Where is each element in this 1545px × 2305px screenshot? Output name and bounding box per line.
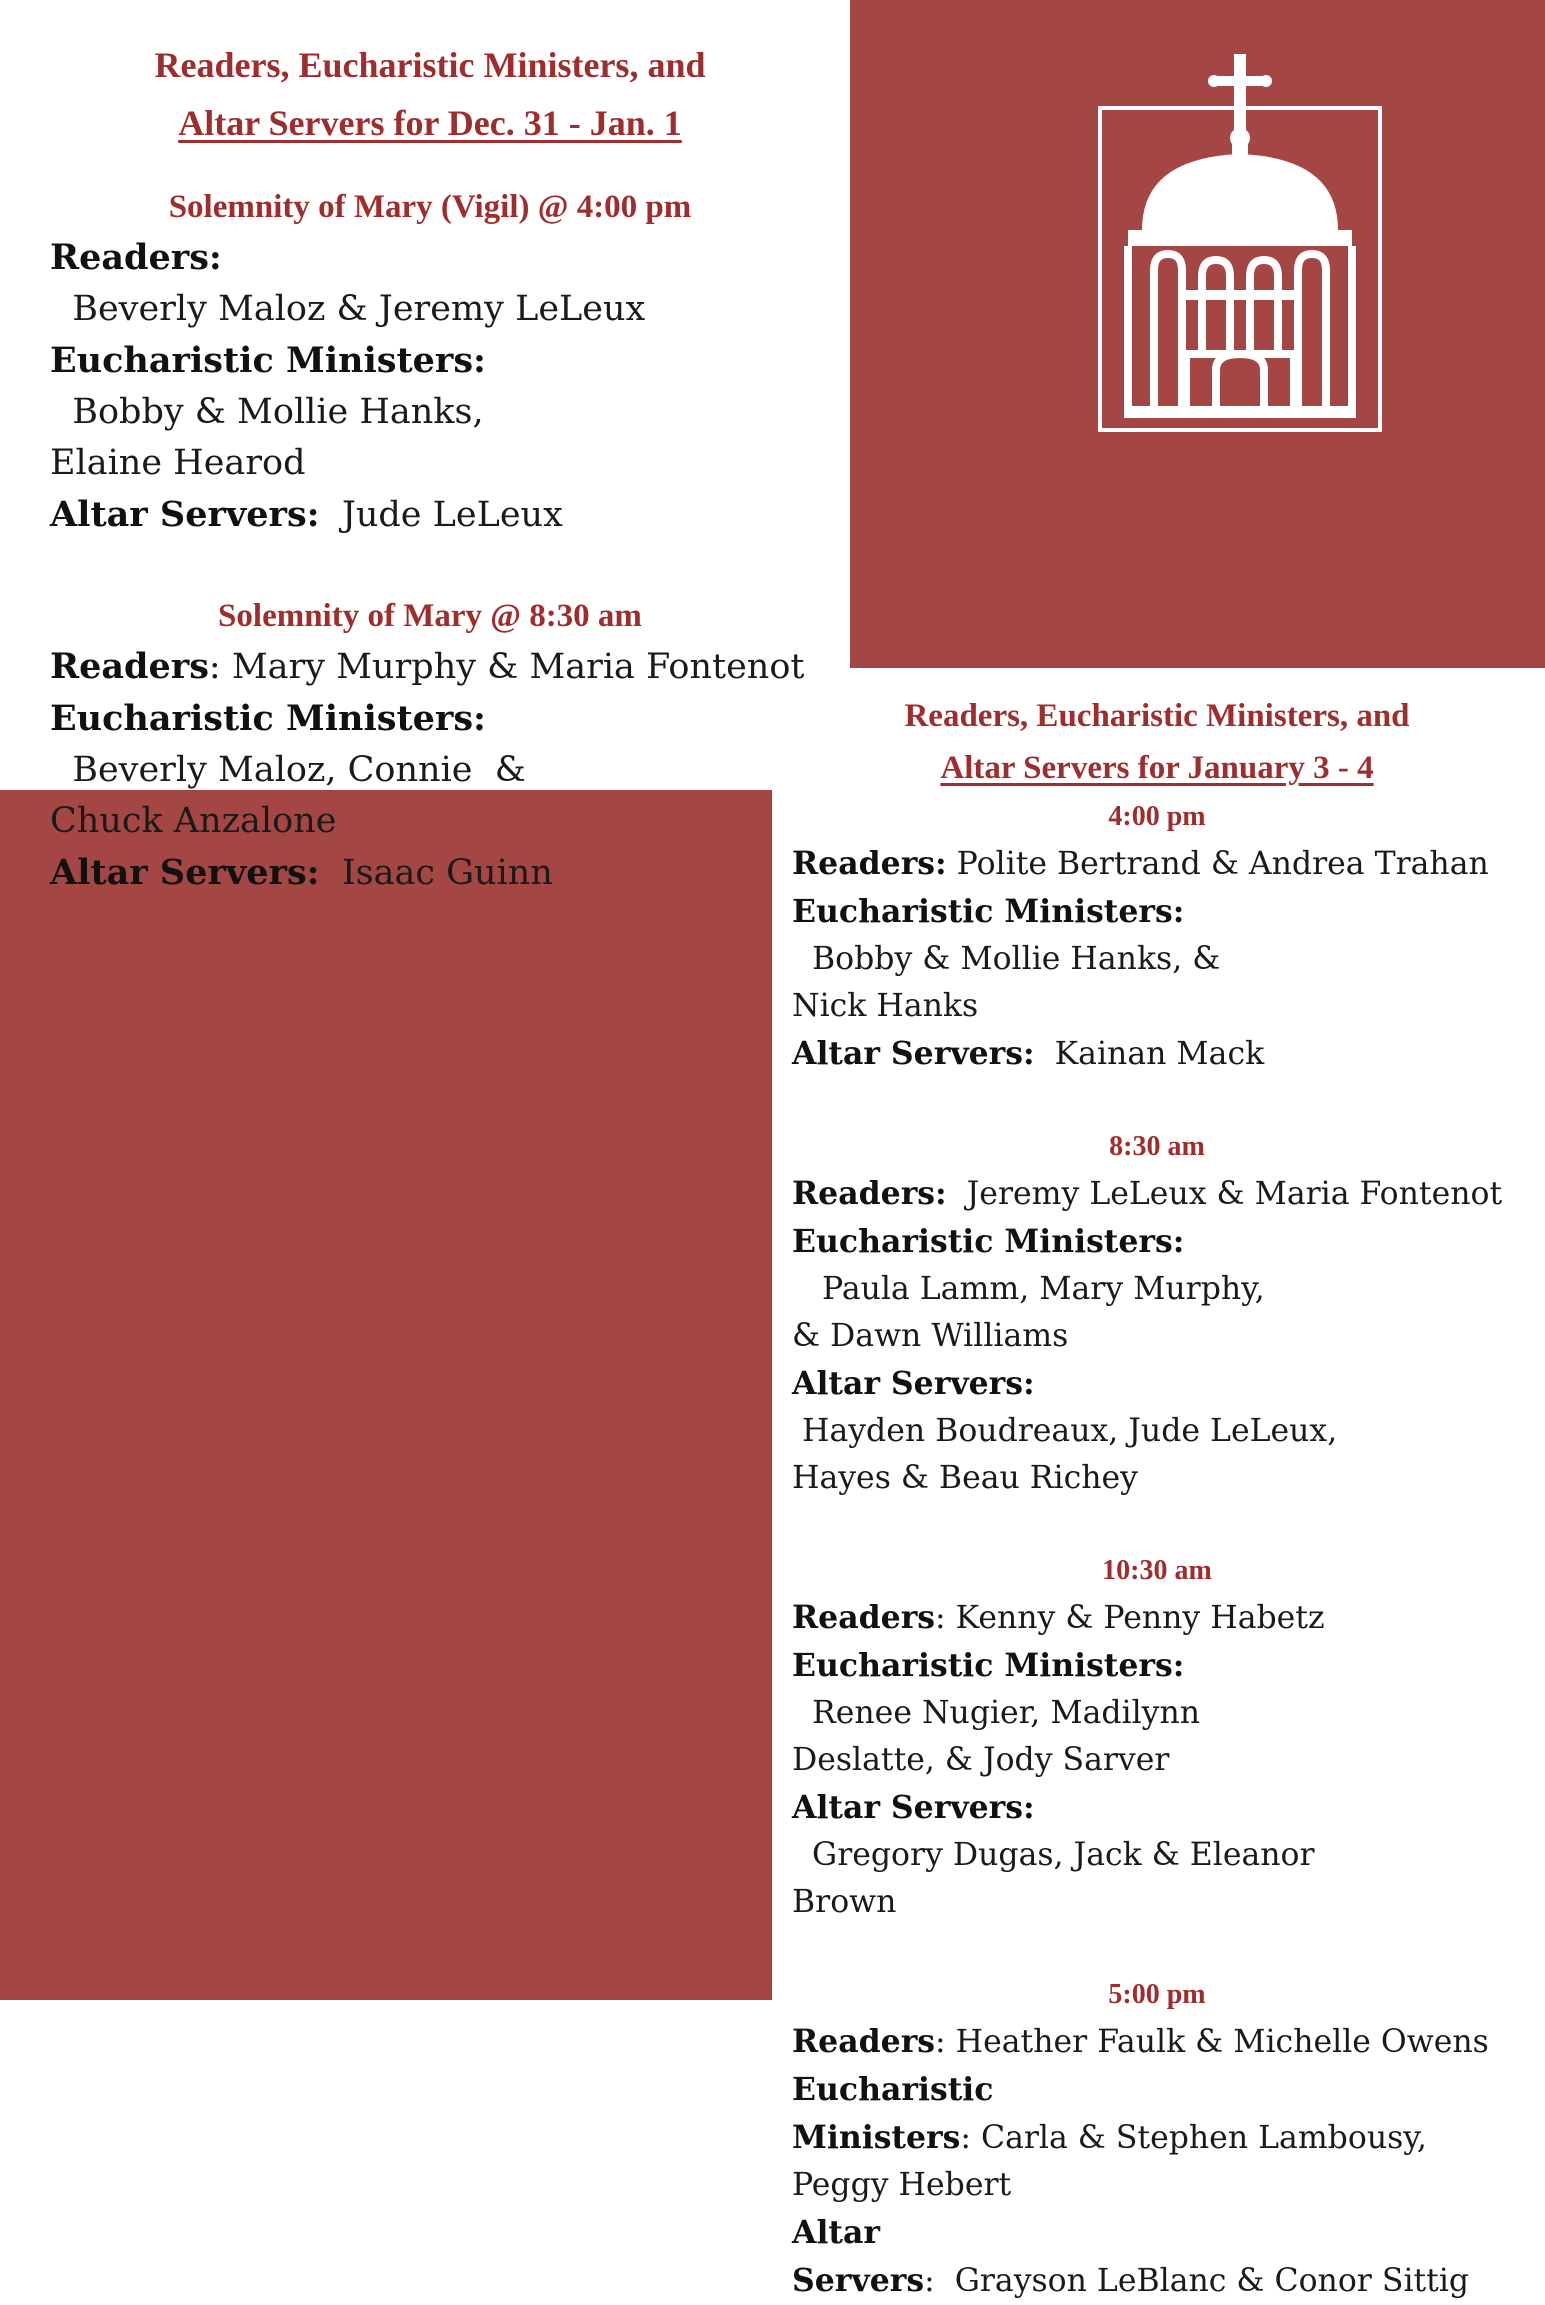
readers-label: Readers: [50,237,222,278]
em-names: Renee Nugier, Madilynn [792,1695,1201,1731]
readers-names: : Mary Murphy & Maria Fontenot [208,647,805,687]
em-names: Bobby & Mollie Hanks, & [792,941,1221,977]
servers-names: Kainan Mack [1034,1036,1265,1072]
altar-servers-line [792,1030,1522,1078]
decorative-red-block-bottom [0,790,772,2000]
servers-names: Jude LeLeux [319,495,563,535]
eucharistic-ministers-line [50,335,810,438]
readers-line [792,840,1522,888]
heading-date-range: Altar Servers for January 3 - 4 [940,750,1374,786]
eucharistic-ministers-line [792,1218,1522,1313]
em-names: Beverly Maloz, Connie & [50,750,526,790]
mass-title: Solemnity of Mary (Vigil) @ 4:00 pm [168,189,692,225]
eucharistic-ministers-line [792,888,1522,983]
heading-line: Readers, Eucharistic Ministers, and [904,698,1410,734]
readers-names: : Heather Faulk & Michelle Owens [935,2024,1489,2060]
readers-label: Readers: [792,845,947,882]
altar-servers-line-cont: Brown [792,1884,897,1920]
mass-title: Solemnity of Mary @ 8:30 am [218,598,642,634]
schedule-dec31-jan1 [50,36,810,899]
heading-line [30,94,830,152]
eucharistic-ministers-line-cont: & Dawn Williams [792,1318,1069,1354]
altar-servers-line [50,489,810,541]
eucharistic-ministers-line-cont: Nick Hanks [792,988,979,1024]
servers-label: Altar Servers: [792,1035,1035,1072]
em-label: Eucharistic Ministers: [50,698,486,739]
altar-servers-line [792,1360,1522,1455]
altar-servers-line [50,847,810,899]
readers-label: Readers [50,646,209,687]
section-heading [30,36,830,152]
section-heading [792,690,1522,794]
readers-line [50,641,810,693]
readers-names: Beverly Maloz & Jeremy LeLeux [50,289,646,329]
readers-line [792,1170,1522,1218]
em-names: : Carla & Stephen Lambousy, [960,2120,1427,2156]
altar-servers-line [792,1784,1522,1879]
mass-title: 5:00 pm [1108,1979,1206,2010]
readers-line [792,2018,1522,2066]
readers-label: Readers [792,1599,936,1636]
servers-label: Altar Servers: [50,852,320,893]
servers-names: Gregory Dugas, Jack & Eleanor [792,1837,1315,1873]
eucharistic-ministers-line [792,2066,1522,2162]
readers-line [50,232,810,335]
em-label: Eucharistic Ministers [792,2071,994,2156]
em-names: Bobby & Mollie Hanks, [50,392,484,432]
em-label: Eucharistic Ministers: [50,340,486,381]
altar-servers-line [792,2209,1522,2305]
church-dome-icon [1098,54,1382,432]
readers-line [792,1594,1522,1642]
altar-servers-line-cont: Hayes & Beau Richey [792,1460,1138,1496]
servers-label: Altar Servers: [50,494,320,535]
mass-title: 10:30 am [1102,1555,1212,1586]
heading-date-range: Altar Servers for Dec. 31 - Jan. 1 [178,103,682,143]
mass-title: 4:00 pm [1108,801,1206,832]
schedule-january-3-4 [792,690,1522,2305]
servers-names: Hayden Boudreaux, Jude LeLeux, [792,1413,1338,1449]
eucharistic-ministers-line [50,693,810,796]
eucharistic-ministers-line-cont: Peggy Hebert [792,2167,1012,2203]
em-label: Eucharistic Ministers: [792,893,1185,930]
readers-label: Readers: [792,1175,947,1212]
servers-label: Altar Servers: [792,1789,1035,1826]
eucharistic-ministers-line [792,1642,1522,1737]
mass-title: 8:30 am [1109,1131,1205,1162]
em-names: Paula Lamm, Mary Murphy, [792,1271,1265,1307]
readers-label: Readers [792,2023,936,2060]
eucharistic-ministers-line-cont: Elaine Hearod [50,443,306,483]
readers-names: Jeremy LeLeux & Maria Fontenot [946,1176,1503,1212]
readers-names: Polite Bertrand & Andrea Trahan [946,846,1489,882]
heading-line [792,742,1522,794]
em-label: Eucharistic Ministers: [792,1647,1185,1684]
servers-label: Altar Servers: [792,1365,1035,1402]
servers-label: Altar Servers [792,2214,925,2299]
eucharistic-ministers-line-cont: Chuck Anzalone [50,801,337,841]
eucharistic-ministers-line-cont: Deslatte, & Jody Sarver [792,1742,1170,1778]
heading-line: Readers, Eucharistic Ministers, and [154,45,706,85]
servers-names: Isaac Guinn [319,853,553,893]
servers-names: : Grayson LeBlanc & Conor Sittig [924,2263,1470,2299]
em-label: Eucharistic Ministers: [792,1223,1185,1260]
readers-names: : Kenny & Penny Habetz [935,1600,1325,1636]
